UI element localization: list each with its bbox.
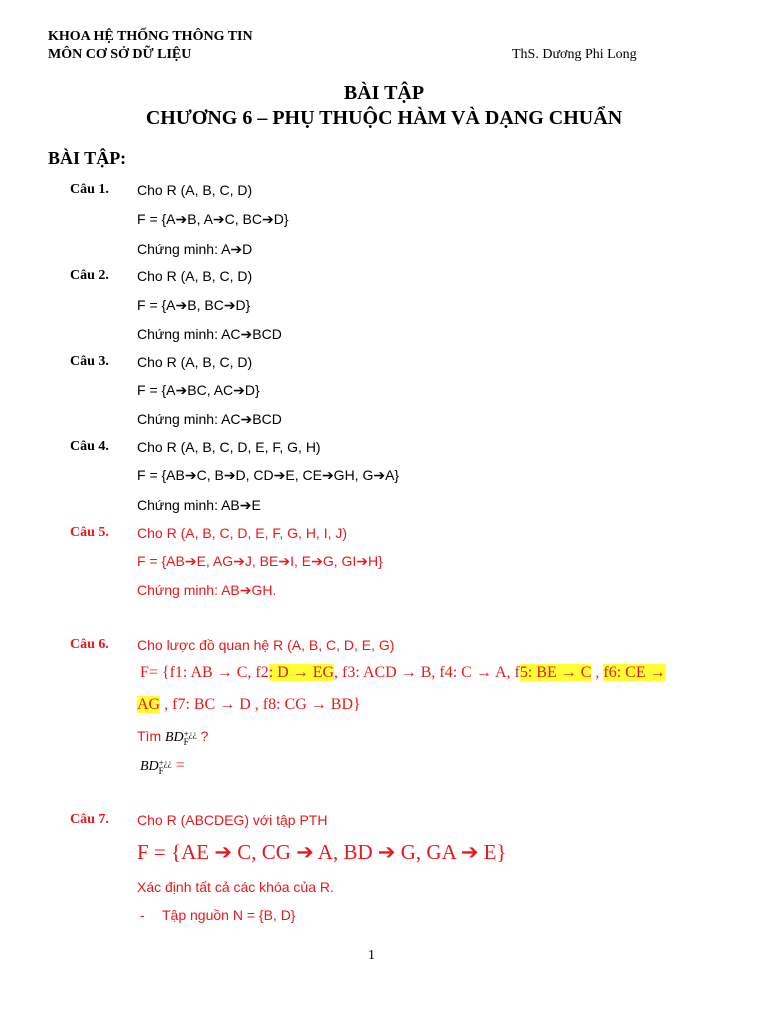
question-prove: Chứng minh: A➔D xyxy=(137,241,253,257)
question-text: Cho R (A, B, C, D, E, F, G, H) xyxy=(137,439,321,455)
bullet-dash: - xyxy=(140,907,145,923)
ask-suffix: ? xyxy=(196,728,209,744)
question-text: Cho R (A, B, C, D) xyxy=(137,182,253,198)
question-fd-set: F = {AB➔C, B➔D, CD➔E, CE➔GH, G➔A} xyxy=(137,467,400,483)
question-label: Câu 1. xyxy=(70,182,109,197)
question-text: Cho lược đồ quan hệ R (A, B, C, D, E, G) xyxy=(137,637,395,653)
fd-highlight: f6: CE → xyxy=(603,664,666,681)
closure-symbol xyxy=(140,759,172,774)
question-fd-set xyxy=(140,664,666,682)
page-number: 1 xyxy=(368,948,375,963)
fd-highlight: 5: BE → C xyxy=(519,664,592,681)
question-text: Cho R (A, B, C, D, E, F, G, H, I, J) xyxy=(137,525,348,541)
question-task: Xác định tất cả các khóa của R. xyxy=(137,879,334,895)
closure-base: BD xyxy=(165,730,184,745)
fd-highlight: : D → EG xyxy=(268,664,335,681)
question-prove: Chứng minh: AB➔GH. xyxy=(137,582,277,598)
question-label: Câu 4. xyxy=(70,439,109,454)
fd-part: , xyxy=(591,664,604,681)
fd-part: , f3: ACD → B, f4: C → A, f xyxy=(334,664,520,681)
closure-base: BD xyxy=(140,759,159,774)
question-prove: Chứng minh: AC➔BCD xyxy=(137,411,282,427)
chapter-title: CHƯƠNG 6 – PHỤ THUỘC HÀM VÀ DẠNG CHUẨN xyxy=(145,107,623,129)
question-prove: Chứng minh: AC➔BCD xyxy=(137,326,282,342)
author-name: ThS. Dương Phi Long xyxy=(512,47,637,62)
closure-sup: +¿¿ xyxy=(183,728,197,739)
section-heading: BÀI TẬP: xyxy=(48,148,127,168)
question-text: Cho R (A, B, C, D) xyxy=(137,354,253,370)
doc-title: BÀI TẬP xyxy=(343,82,425,104)
question-fd-set: F = {A➔B, BC➔D} xyxy=(137,297,251,313)
question-label: Câu 6. xyxy=(70,637,109,652)
closure-sub: F xyxy=(158,765,164,776)
ask-prefix: Tìm xyxy=(137,728,165,744)
question-fd-set: F = {A➔BC, AC➔D} xyxy=(137,382,260,398)
question-label: Câu 5. xyxy=(70,525,109,540)
question-label: Câu 3. xyxy=(70,354,109,369)
question-fd-set: F = {AE ➔ C, CG ➔ A, BD ➔ G, GA ➔ E} xyxy=(137,840,507,864)
closure-sub: F xyxy=(183,736,189,747)
question-fd-set-cont xyxy=(137,696,361,714)
question-text: Cho R (ABCDEG) với tập PTH xyxy=(137,812,328,828)
question-fd-set: F = {A➔B, A➔C, BC➔D} xyxy=(137,211,289,227)
question-fd-set: F = {AB➔E, AG➔J, BE➔I, E➔G, GI➔H} xyxy=(137,553,383,569)
question-label: Câu 2. xyxy=(70,268,109,283)
closure-symbol xyxy=(165,730,197,745)
question-prove: Chứng minh: AB➔E xyxy=(137,497,261,513)
closure-sup: +¿¿ xyxy=(158,757,172,768)
course-name: MÔN CƠ SỞ DỮ LIỆU xyxy=(48,47,192,62)
faculty-name: KHOA HỆ THỐNG THÔNG TIN xyxy=(48,29,253,44)
question-text: Cho R (A, B, C, D) xyxy=(137,268,253,284)
question-label: Câu 7. xyxy=(70,812,109,827)
fd-part: , f7: BC → D , f8: CG → BD} xyxy=(160,696,361,713)
question-source-set: Tập nguồn N = {B, D} xyxy=(162,907,296,923)
question-ask xyxy=(137,728,208,746)
fd-part: F= {f1: AB → C, f2 xyxy=(140,664,269,681)
answer-equals: = xyxy=(171,757,185,774)
fd-highlight: AG xyxy=(137,696,161,713)
question-answer xyxy=(140,757,185,775)
